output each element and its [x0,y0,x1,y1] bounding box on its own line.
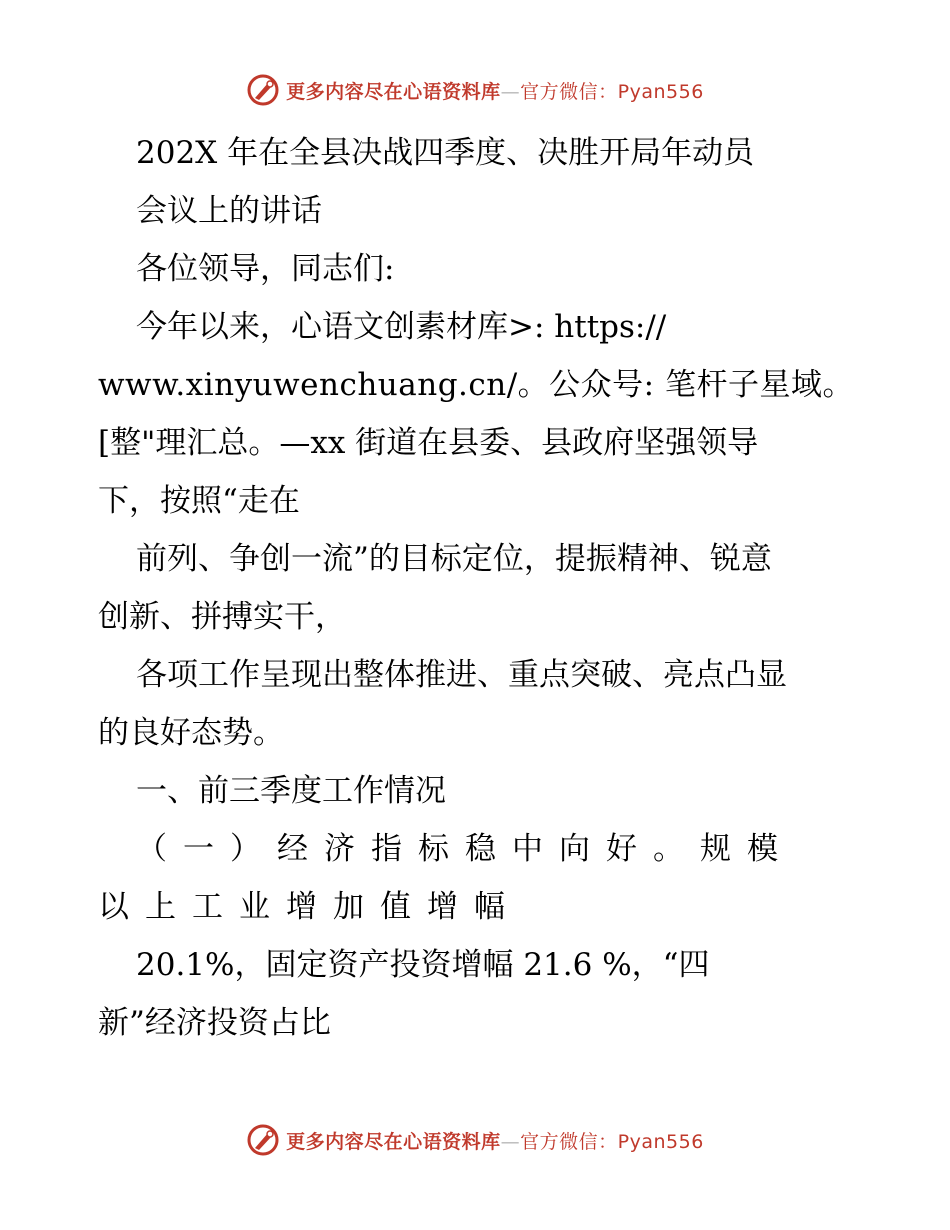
banner-wechat: 官方微信：Pyan556 [520,1130,704,1153]
banner-lead: 更多内容尽在心语资料库 [286,80,501,103]
banner-text [286,1127,704,1154]
paragraph-line: 各项工作呈现出整体推进、重点突破、亮点凸显 [136,657,787,693]
paragraph-line: 新”经济投资占比 [98,1005,331,1041]
paragraph-line: 20.1%，固定资产投资增幅 21.6 %，“四 [136,947,710,983]
paragraph-line: 前列、争创一流”的目标定位，提振精神、锐意 [136,541,772,577]
banner-text [286,77,704,104]
subsection-heading: （一）经济指标稳中向好。规模 [136,831,794,867]
paragraph-line: 的良好态势。 [98,715,284,751]
salutation: 各位领导，同志们: [136,251,395,287]
banner-dash: — [500,1130,521,1153]
paragraph-line: 以上工业增加值增幅 [98,889,521,925]
document-body [98,124,858,1052]
pen-logo-icon [246,1123,280,1157]
paragraph-line: 下，按照“走在 [98,483,300,519]
paragraph-line: [整"理汇总。—xx 街道在县委、县政府坚强领导 [98,425,759,461]
header-watermark [0,70,950,110]
title-line-2: 会议上的讲话 [136,193,322,229]
footer-watermark [0,1120,950,1160]
pen-logo-icon [246,73,280,107]
paragraph-line: 创新、拼搏实干， [98,599,346,635]
banner-dash: — [500,80,521,103]
paragraph-line: 今年以来，心语文创素材库>: https:// [136,309,667,345]
banner-wechat: 官方微信：Pyan556 [520,80,704,103]
title-line-1: 202X 年在全县决战四季度、决胜开局年动员 [136,135,755,171]
banner-lead: 更多内容尽在心语资料库 [286,1130,501,1153]
section-heading: 一、前三季度工作情况 [136,773,446,809]
paragraph-line: www.xinyuwenchuang.cn/。公众号: 笔杆子星域。 [98,367,854,403]
